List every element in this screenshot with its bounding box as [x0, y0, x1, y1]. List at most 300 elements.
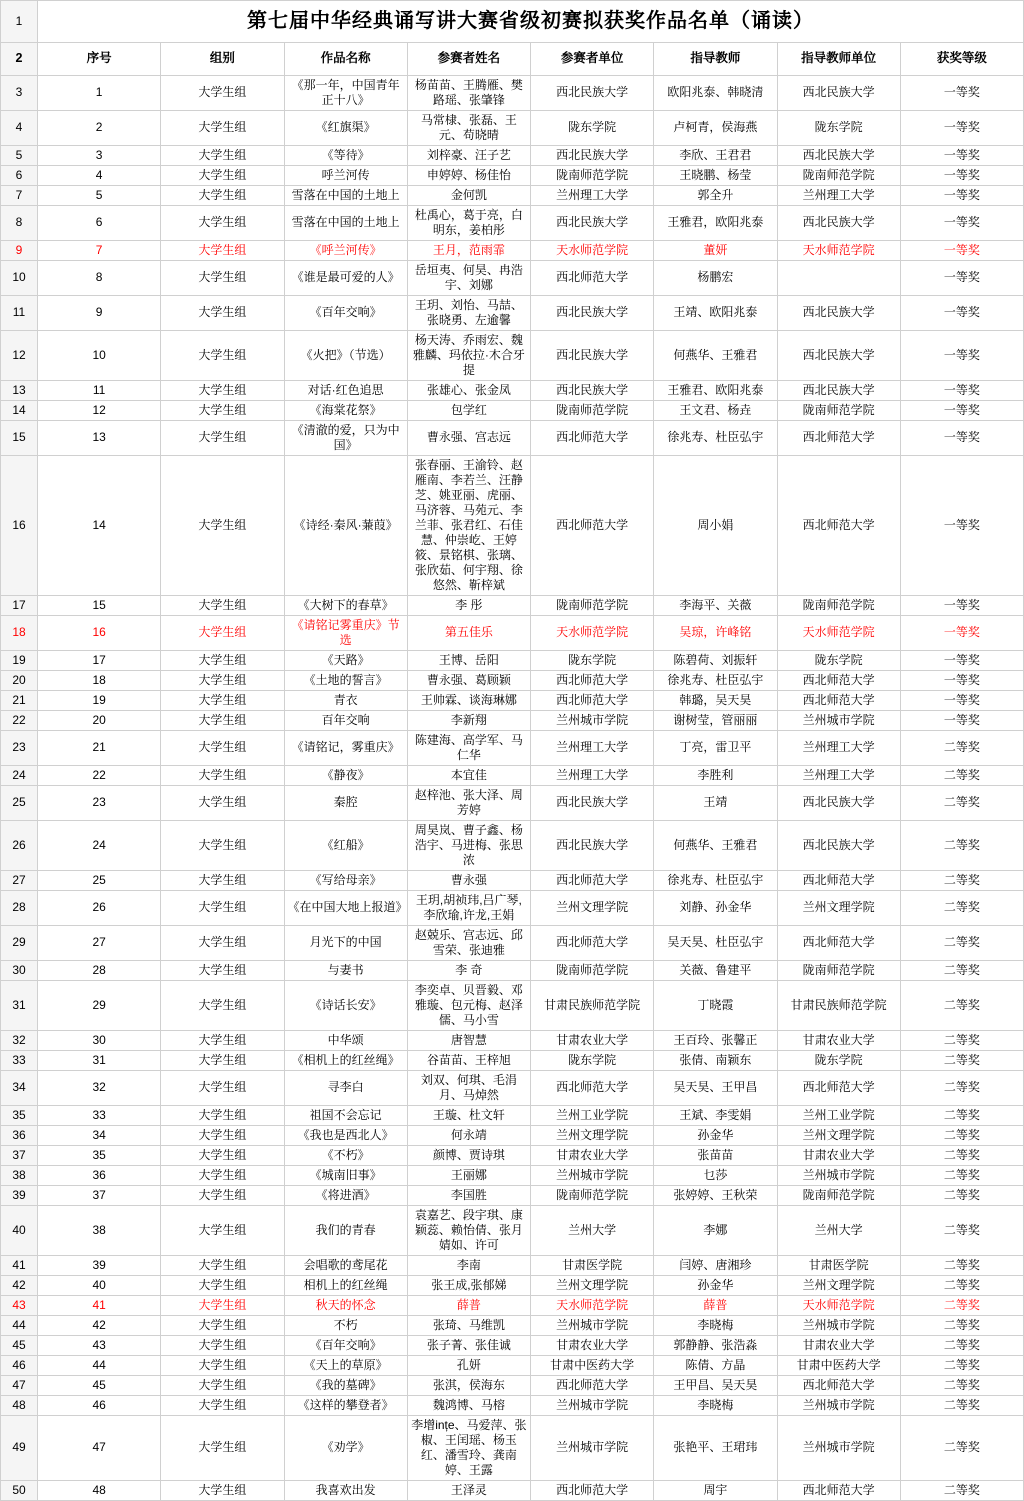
cell-teacher[interactable]: 刘静、孙金华: [654, 890, 777, 925]
table-row[interactable]: [1, 1295, 1024, 1315]
cell-unit[interactable]: 西北民族大学: [531, 785, 654, 820]
cell-group[interactable]: 大学生组: [161, 295, 284, 330]
cell-tunit[interactable]: 兰州理工大学: [777, 730, 900, 765]
cell-work[interactable]: 《土地的誓言》: [284, 670, 407, 690]
cell-unit[interactable]: 兰州城市学院: [531, 1165, 654, 1185]
cell-level[interactable]: 一等奖: [900, 690, 1023, 710]
table-row[interactable]: [1, 1395, 1024, 1415]
cell-group[interactable]: 大学生组: [161, 1480, 284, 1500]
cell-seq[interactable]: 15: [38, 595, 161, 615]
cell-names[interactable]: 马常棣、张磊、王元、苟晓晴: [407, 110, 530, 145]
cell-level[interactable]: 二等奖: [900, 1315, 1023, 1335]
cell-seq[interactable]: 9: [38, 295, 161, 330]
cell-seq[interactable]: 12: [38, 400, 161, 420]
cell-work[interactable]: 秦腔: [284, 785, 407, 820]
table-row[interactable]: [1, 690, 1024, 710]
cell-seq[interactable]: 6: [38, 205, 161, 240]
cell-tunit[interactable]: 西北师范大学: [777, 420, 900, 455]
cell-teacher[interactable]: 薛普: [654, 1295, 777, 1315]
row-header-2[interactable]: 2: [1, 43, 38, 76]
cell-names[interactable]: 张淇，侯海东: [407, 1375, 530, 1395]
cell-names[interactable]: 周昊岚、曹子鑫、杨浩宇、马进梅、张思浓: [407, 820, 530, 870]
table-row[interactable]: [1, 380, 1024, 400]
cell-tunit[interactable]: 陇东学院: [777, 1050, 900, 1070]
cell-tunit[interactable]: 西北民族大学: [777, 380, 900, 400]
table-row[interactable]: [1, 1480, 1024, 1500]
cell-level[interactable]: 二等奖: [900, 1395, 1023, 1415]
cell-work[interactable]: 《相机上的红丝绳》: [284, 1050, 407, 1070]
cell-level[interactable]: 二等奖: [900, 1030, 1023, 1050]
cell-names[interactable]: 李增ințe、马爱萍、张椒、王闰瑶、杨玉红、潘雪玲、龚南婷、王露: [407, 1415, 530, 1480]
cell-unit[interactable]: 兰州理工大学: [531, 185, 654, 205]
cell-teacher[interactable]: 李娜: [654, 1205, 777, 1255]
cell-work[interactable]: 《将进酒》: [284, 1185, 407, 1205]
table-row[interactable]: [1, 1125, 1024, 1145]
table-row[interactable]: [1, 925, 1024, 960]
cell-work[interactable]: 相机上的红丝绳: [284, 1275, 407, 1295]
cell-group[interactable]: 大学生组: [161, 1125, 284, 1145]
cell-group[interactable]: 大学生组: [161, 145, 284, 165]
cell-teacher[interactable]: 杨鹏宏: [654, 260, 777, 295]
cell-tunit[interactable]: 天水师范学院: [777, 240, 900, 260]
cell-group[interactable]: 大学生组: [161, 1070, 284, 1105]
cell-group[interactable]: 大学生组: [161, 1335, 284, 1355]
row-header-19[interactable]: 19: [1, 650, 38, 670]
cell-names[interactable]: 孔妍: [407, 1355, 530, 1375]
cell-tunit[interactable]: 陇南师范学院: [777, 595, 900, 615]
cell-work[interactable]: 《天路》: [284, 650, 407, 670]
cell-tunit[interactable]: 陇南师范学院: [777, 1185, 900, 1205]
cell-tunit[interactable]: 西北师范大学: [777, 1070, 900, 1105]
cell-level[interactable]: 二等奖: [900, 1185, 1023, 1205]
cell-work[interactable]: 《大树下的春草》: [284, 595, 407, 615]
cell-group[interactable]: 大学生组: [161, 420, 284, 455]
cell-teacher[interactable]: 丁晓霞: [654, 980, 777, 1030]
cell-teacher[interactable]: 乜莎: [654, 1165, 777, 1185]
table-row[interactable]: [1, 730, 1024, 765]
table-row[interactable]: [1, 1415, 1024, 1480]
row-header-9[interactable]: 9: [1, 240, 38, 260]
cell-group[interactable]: 大学生组: [161, 1415, 284, 1480]
cell-names[interactable]: 张王成,张郁娣: [407, 1275, 530, 1295]
cell-level[interactable]: 一等奖: [900, 615, 1023, 650]
table-row[interactable]: [1, 145, 1024, 165]
cell-level[interactable]: 一等奖: [900, 650, 1023, 670]
cell-unit[interactable]: 西北民族大学: [531, 75, 654, 110]
cell-teacher[interactable]: 张苗苗: [654, 1145, 777, 1165]
cell-group[interactable]: 大学生组: [161, 1050, 284, 1070]
cell-work[interactable]: 雪落在中国的土地上: [284, 185, 407, 205]
cell-names[interactable]: 金何凯: [407, 185, 530, 205]
cell-teacher[interactable]: 吴天昊、王甲昌: [654, 1070, 777, 1105]
cell-level[interactable]: 二等奖: [900, 890, 1023, 925]
cell-teacher[interactable]: 周宇: [654, 1480, 777, 1500]
cell-work[interactable]: 《劝学》: [284, 1415, 407, 1480]
cell-level[interactable]: 二等奖: [900, 870, 1023, 890]
cell-teacher[interactable]: 张倩、南颖东: [654, 1050, 777, 1070]
cell-teacher[interactable]: 王雅君、欧阳兆泰: [654, 380, 777, 400]
row-header-38[interactable]: 38: [1, 1165, 38, 1185]
cell-names[interactable]: 王璇、杜文轩: [407, 1105, 530, 1125]
row-header-14[interactable]: 14: [1, 400, 38, 420]
row-header-35[interactable]: 35: [1, 1105, 38, 1125]
cell-tunit[interactable]: 陇南师范学院: [777, 400, 900, 420]
cell-work[interactable]: 《我也是西北人》: [284, 1125, 407, 1145]
cell-work[interactable]: 《静夜》: [284, 765, 407, 785]
cell-seq[interactable]: 31: [38, 1050, 161, 1070]
table-row[interactable]: [1, 1275, 1024, 1295]
cell-teacher[interactable]: 孙金华: [654, 1275, 777, 1295]
cell-group[interactable]: 大学生组: [161, 260, 284, 295]
row-header-25[interactable]: 25: [1, 785, 38, 820]
cell-level[interactable]: 二等奖: [900, 980, 1023, 1030]
row-header-49[interactable]: 49: [1, 1415, 38, 1480]
table-row[interactable]: [1, 1030, 1024, 1050]
cell-work[interactable]: 《红船》: [284, 820, 407, 870]
cell-names[interactable]: 赵兢乐、宫志远、邱雪荣、张迪雅: [407, 925, 530, 960]
row-header-46[interactable]: 46: [1, 1355, 38, 1375]
cell-names[interactable]: 杨苗苗、王腾雁、樊路瑶、张肇锋: [407, 75, 530, 110]
row-header-1[interactable]: 1: [1, 1, 38, 43]
cell-group[interactable]: 大学生组: [161, 1185, 284, 1205]
cell-seq[interactable]: 19: [38, 690, 161, 710]
cell-group[interactable]: 大学生组: [161, 690, 284, 710]
cell-level[interactable]: 二等奖: [900, 1105, 1023, 1125]
table-row[interactable]: [1, 330, 1024, 380]
cell-level[interactable]: 二等奖: [900, 1415, 1023, 1480]
row-header-39[interactable]: 39: [1, 1185, 38, 1205]
cell-tunit[interactable]: 兰州理工大学: [777, 765, 900, 785]
cell-names[interactable]: 本宜佳: [407, 765, 530, 785]
cell-level[interactable]: 二等奖: [900, 1480, 1023, 1500]
cell-work[interactable]: 我喜欢出发: [284, 1480, 407, 1500]
cell-tunit[interactable]: 西北民族大学: [777, 75, 900, 110]
cell-seq[interactable]: 7: [38, 240, 161, 260]
cell-names[interactable]: 李 奇: [407, 960, 530, 980]
cell-tunit[interactable]: 甘肃民族师范学院: [777, 980, 900, 1030]
cell-seq[interactable]: 21: [38, 730, 161, 765]
cell-group[interactable]: 大学生组: [161, 1165, 284, 1185]
cell-seq[interactable]: 45: [38, 1375, 161, 1395]
cell-work[interactable]: 《诗经·秦风·蒹葭》: [284, 455, 407, 595]
cell-names[interactable]: 王玥,胡祯玮,吕广琴,李欣瑜,许龙,王娟: [407, 890, 530, 925]
cell-work[interactable]: 《红旗渠》: [284, 110, 407, 145]
cell-tunit[interactable]: 西北师范大学: [777, 690, 900, 710]
cell-seq[interactable]: 16: [38, 615, 161, 650]
cell-tunit[interactable]: 兰州城市学院: [777, 1165, 900, 1185]
cell-level[interactable]: 一等奖: [900, 75, 1023, 110]
cell-seq-selected[interactable]: 11: [38, 380, 161, 400]
cell-seq[interactable]: 4: [38, 165, 161, 185]
row-header-27[interactable]: 27: [1, 870, 38, 890]
cell-tunit[interactable]: 兰州文理学院: [777, 890, 900, 925]
cell-unit[interactable]: 陇南师范学院: [531, 960, 654, 980]
cell-seq[interactable]: 25: [38, 870, 161, 890]
cell-names[interactable]: 李 彤: [407, 595, 530, 615]
cell-seq[interactable]: 32: [38, 1070, 161, 1105]
cell-unit[interactable]: 西北民族大学: [531, 820, 654, 870]
cell-names[interactable]: 曹永强: [407, 870, 530, 890]
cell-unit[interactable]: 兰州理工大学: [531, 730, 654, 765]
cell-group[interactable]: 大学生组: [161, 1105, 284, 1125]
row-header-47[interactable]: 47: [1, 1375, 38, 1395]
cell-work[interactable]: 呼兰河传: [284, 165, 407, 185]
cell-unit[interactable]: 陇南师范学院: [531, 1185, 654, 1205]
cell-tunit[interactable]: 西北师范大学: [777, 1480, 900, 1500]
cell-seq[interactable]: 3: [38, 145, 161, 165]
cell-group[interactable]: 大学生组: [161, 785, 284, 820]
cell-level[interactable]: 二等奖: [900, 1205, 1023, 1255]
cell-seq[interactable]: 37: [38, 1185, 161, 1205]
cell-teacher[interactable]: 李欣、王君君: [654, 145, 777, 165]
cell-names[interactable]: 李新翔: [407, 710, 530, 730]
cell-work[interactable]: 《我的墓碑》: [284, 1375, 407, 1395]
row-header-43[interactable]: 43: [1, 1295, 38, 1315]
row-header-4[interactable]: 4: [1, 110, 38, 145]
cell-teacher[interactable]: 韩璐，吴天昊: [654, 690, 777, 710]
cell-unit[interactable]: 兰州城市学院: [531, 1415, 654, 1480]
cell-work[interactable]: 会唱歌的鸢尾花: [284, 1255, 407, 1275]
cell-work[interactable]: 百年交响: [284, 710, 407, 730]
cell-teacher[interactable]: 张婷婷、王秋荣: [654, 1185, 777, 1205]
cell-work[interactable]: 《那一年，中国青年正十八》: [284, 75, 407, 110]
cell-teacher[interactable]: 徐兆寿、杜臣弘宇: [654, 670, 777, 690]
row-header-37[interactable]: 37: [1, 1145, 38, 1165]
cell-tunit[interactable]: 兰州文理学院: [777, 1125, 900, 1145]
cell-teacher[interactable]: 王百玲、张馨正: [654, 1030, 777, 1050]
cell-group[interactable]: 大学生组: [161, 75, 284, 110]
table-row[interactable]: [1, 1375, 1024, 1395]
cell-teacher[interactable]: 周小娟: [654, 455, 777, 595]
cell-names[interactable]: 曹永强、宫志远: [407, 420, 530, 455]
cell-seq[interactable]: 22: [38, 765, 161, 785]
cell-names[interactable]: 张雄心、张金凤: [407, 380, 530, 400]
cell-group[interactable]: 大学生组: [161, 1255, 284, 1275]
cell-work[interactable]: 对话·红色追思: [284, 380, 407, 400]
cell-seq[interactable]: 40: [38, 1275, 161, 1295]
cell-unit[interactable]: 西北师范大学: [531, 925, 654, 960]
cell-unit[interactable]: 甘肃农业大学: [531, 1030, 654, 1050]
row-header-36[interactable]: 36: [1, 1125, 38, 1145]
cell-names[interactable]: 张琦、马维凯: [407, 1315, 530, 1335]
cell-seq[interactable]: 36: [38, 1165, 161, 1185]
cell-tunit[interactable]: 兰州城市学院: [777, 1415, 900, 1480]
cell-level[interactable]: 一等奖: [900, 595, 1023, 615]
cell-work[interactable]: 《在中国大地上报道》: [284, 890, 407, 925]
table-row[interactable]: [1, 295, 1024, 330]
cell-tunit[interactable]: 天水师范学院: [777, 1295, 900, 1315]
cell-teacher[interactable]: 李晓梅: [654, 1395, 777, 1415]
cell-tunit[interactable]: 兰州文理学院: [777, 1275, 900, 1295]
table-row[interactable]: [1, 1185, 1024, 1205]
table-row[interactable]: [1, 650, 1024, 670]
cell-unit[interactable]: 西北民族大学: [531, 145, 654, 165]
table-row[interactable]: [1, 670, 1024, 690]
table-row[interactable]: [1, 165, 1024, 185]
cell-tunit[interactable]: 兰州理工大学: [777, 185, 900, 205]
cell-unit[interactable]: 陇东学院: [531, 110, 654, 145]
cell-names[interactable]: 张春丽、王渝铃、赵雁南、李若兰、汪静芝、姚亚丽、虎丽、马济蓉、马苑元、李兰菲、张君红、石佳慧、仲崇屹、王婷筱、景铭棋、张璃、张欣茹、何宇翔、徐悠然、靳梓斌: [407, 455, 530, 595]
cell-teacher[interactable]: 王靖: [654, 785, 777, 820]
row-header-26[interactable]: 26: [1, 820, 38, 870]
cell-teacher[interactable]: 陈碧荷、刘振轩: [654, 650, 777, 670]
cell-unit[interactable]: 西北师范大学: [531, 455, 654, 595]
cell-names[interactable]: 王丽娜: [407, 1165, 530, 1185]
cell-names[interactable]: 王月，范雨霏: [407, 240, 530, 260]
table-row[interactable]: [1, 1205, 1024, 1255]
cell-seq[interactable]: 27: [38, 925, 161, 960]
cell-unit[interactable]: 甘肃民族师范学院: [531, 980, 654, 1030]
cell-unit[interactable]: 兰州城市学院: [531, 1315, 654, 1335]
cell-tunit[interactable]: 西北师范大学: [777, 670, 900, 690]
cell-seq[interactable]: 34: [38, 1125, 161, 1145]
cell-level[interactable]: 一等奖: [900, 205, 1023, 240]
cell-level[interactable]: 一等奖: [900, 240, 1023, 260]
cell-unit[interactable]: 西北师范大学: [531, 670, 654, 690]
row-header-15[interactable]: 15: [1, 420, 38, 455]
cell-teacher[interactable]: 李胜利: [654, 765, 777, 785]
cell-level[interactable]: 二等奖: [900, 820, 1023, 870]
row-header-48[interactable]: 48: [1, 1395, 38, 1415]
table-row[interactable]: [1, 960, 1024, 980]
cell-tunit[interactable]: 兰州工业学院: [777, 1105, 900, 1125]
cell-seq[interactable]: 30: [38, 1030, 161, 1050]
cell-teacher[interactable]: 郭全升: [654, 185, 777, 205]
cell-level[interactable]: 二等奖: [900, 1355, 1023, 1375]
cell-tunit[interactable]: 西北民族大学: [777, 330, 900, 380]
cell-teacher[interactable]: 董妍: [654, 240, 777, 260]
cell-teacher[interactable]: 何燕华、王雅君: [654, 820, 777, 870]
table-row[interactable]: [1, 890, 1024, 925]
cell-teacher[interactable]: 孙金华: [654, 1125, 777, 1145]
cell-level[interactable]: 一等奖: [900, 185, 1023, 205]
cell-level[interactable]: 二等奖: [900, 1295, 1023, 1315]
cell-names[interactable]: 李奕卓、贝晋毅、邓雅璇、包元梅、赵泽儒、马小雪: [407, 980, 530, 1030]
table-row[interactable]: [1, 1145, 1024, 1165]
cell-work[interactable]: 《请铭记，雾重庆》: [284, 730, 407, 765]
cell-seq[interactable]: 42: [38, 1315, 161, 1335]
cell-names[interactable]: 杜禹心，葛于亮，白明东，姜柏彤: [407, 205, 530, 240]
cell-level[interactable]: 一等奖: [900, 110, 1023, 145]
cell-unit[interactable]: 西北民族大学: [531, 330, 654, 380]
cell-work[interactable]: 《清澈的爱，只为中国》: [284, 420, 407, 455]
cell-seq[interactable]: 41: [38, 1295, 161, 1315]
cell-work[interactable]: 《呼兰河传》: [284, 240, 407, 260]
cell-teacher[interactable]: 卢柯青，侯海燕: [654, 110, 777, 145]
row-header-20[interactable]: 20: [1, 670, 38, 690]
cell-unit[interactable]: 西北师范大学: [531, 1375, 654, 1395]
table-row[interactable]: [1, 1255, 1024, 1275]
cell-seq[interactable]: 39: [38, 1255, 161, 1275]
cell-group[interactable]: 大学生组: [161, 1030, 284, 1050]
cell-tunit[interactable]: 西北民族大学: [777, 820, 900, 870]
cell-unit[interactable]: 天水师范学院: [531, 615, 654, 650]
cell-tunit[interactable]: 陇东学院: [777, 110, 900, 145]
cell-teacher[interactable]: 李晓梅: [654, 1315, 777, 1335]
row-header-18[interactable]: 18: [1, 615, 38, 650]
cell-level[interactable]: 二等奖: [900, 1275, 1023, 1295]
cell-tunit[interactable]: 陇南师范学院: [777, 960, 900, 980]
cell-unit[interactable]: 甘肃农业大学: [531, 1145, 654, 1165]
cell-group[interactable]: 大学生组: [161, 1145, 284, 1165]
cell-group[interactable]: 大学生组: [161, 650, 284, 670]
cell-level[interactable]: 二等奖: [900, 1375, 1023, 1395]
cell-group[interactable]: 大学生组: [161, 925, 284, 960]
table-row[interactable]: [1, 260, 1024, 295]
cell-level[interactable]: 二等奖: [900, 730, 1023, 765]
cell-group[interactable]: 大学生组: [161, 400, 284, 420]
table-row[interactable]: [1, 765, 1024, 785]
cell-unit[interactable]: 西北民族大学: [531, 205, 654, 240]
cell-level[interactable]: 二等奖: [900, 1145, 1023, 1165]
cell-unit[interactable]: 西北师范大学: [531, 690, 654, 710]
cell-seq[interactable]: 48: [38, 1480, 161, 1500]
table-row[interactable]: [1, 400, 1024, 420]
cell-seq[interactable]: 17: [38, 650, 161, 670]
row-header-6[interactable]: 6: [1, 165, 38, 185]
cell-work[interactable]: 雪落在中国的土地上: [284, 205, 407, 240]
cell-tunit[interactable]: 西北民族大学: [777, 785, 900, 820]
cell-level[interactable]: 一等奖: [900, 380, 1023, 400]
row-header-5[interactable]: 5: [1, 145, 38, 165]
cell-tunit[interactable]: 西北师范大学: [777, 870, 900, 890]
table-row[interactable]: [1, 75, 1024, 110]
cell-seq[interactable]: 44: [38, 1355, 161, 1375]
cell-level[interactable]: 二等奖: [900, 1125, 1023, 1145]
row-header-40[interactable]: 40: [1, 1205, 38, 1255]
cell-group[interactable]: 大学生组: [161, 1205, 284, 1255]
table-row[interactable]: [1, 1105, 1024, 1125]
cell-unit[interactable]: 兰州理工大学: [531, 765, 654, 785]
cell-unit[interactable]: 甘肃农业大学: [531, 1335, 654, 1355]
row-header-21[interactable]: 21: [1, 690, 38, 710]
cell-group[interactable]: 大学生组: [161, 1375, 284, 1395]
cell-seq[interactable]: 38: [38, 1205, 161, 1255]
cell-tunit[interactable]: 甘肃农业大学: [777, 1335, 900, 1355]
cell-level[interactable]: 一等奖: [900, 330, 1023, 380]
cell-names[interactable]: 刘梓豪、汪子艺: [407, 145, 530, 165]
cell-work[interactable]: 《火把》（节选）: [284, 330, 407, 380]
cell-names[interactable]: 杨天涛、乔雨宏、魏雅麟、玛依拉·木合牙提: [407, 330, 530, 380]
cell-work[interactable]: 《天上的草原》: [284, 1355, 407, 1375]
cell-teacher[interactable]: 王文君、杨垚: [654, 400, 777, 420]
cell-unit[interactable]: 甘肃中医药大学: [531, 1355, 654, 1375]
cell-names[interactable]: 包学红: [407, 400, 530, 420]
row-header-3[interactable]: 3: [1, 75, 38, 110]
cell-level[interactable]: 一等奖: [900, 145, 1023, 165]
cell-group[interactable]: 大学生组: [161, 455, 284, 595]
table-row[interactable]: [1, 1070, 1024, 1105]
cell-level[interactable]: 二等奖: [900, 1335, 1023, 1355]
cell-teacher[interactable]: 王斌、李雯娟: [654, 1105, 777, 1125]
cell-tunit[interactable]: 甘肃农业大学: [777, 1145, 900, 1165]
row-header-31[interactable]: 31: [1, 980, 38, 1030]
row-header-30[interactable]: 30: [1, 960, 38, 980]
cell-tunit[interactable]: 兰州大学: [777, 1205, 900, 1255]
table-row[interactable]: [1, 1165, 1024, 1185]
table-row[interactable]: [1, 1050, 1024, 1070]
row-header-12[interactable]: 12: [1, 330, 38, 380]
cell-group[interactable]: 大学生组: [161, 1355, 284, 1375]
cell-level[interactable]: 一等奖: [900, 455, 1023, 595]
cell-names[interactable]: 第五佳乐: [407, 615, 530, 650]
cell-seq[interactable]: 18: [38, 670, 161, 690]
row-header-34[interactable]: 34: [1, 1070, 38, 1105]
row-header-17[interactable]: 17: [1, 595, 38, 615]
cell-group[interactable]: 大学生组: [161, 1315, 284, 1335]
cell-unit[interactable]: 陇东学院: [531, 1050, 654, 1070]
table-row[interactable]: [1, 420, 1024, 455]
